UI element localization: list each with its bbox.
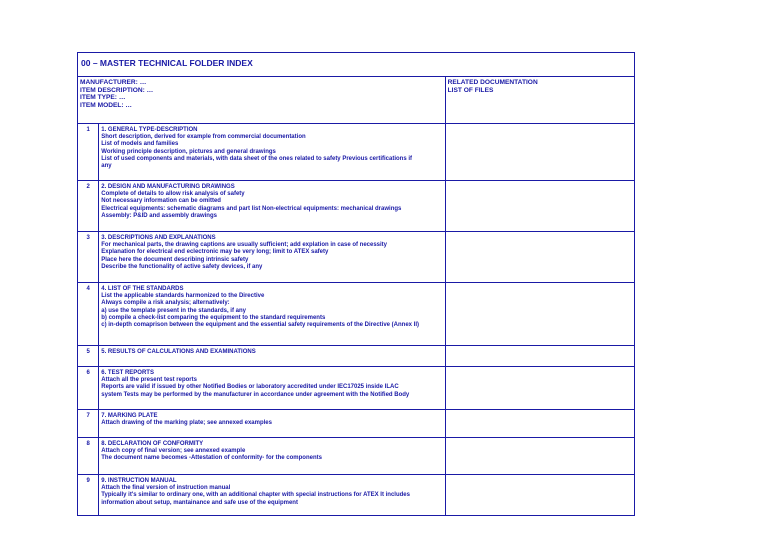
section-line: List of used components and materials, with data sheet of the ones related to safety Previous certifications if: [101, 155, 413, 162]
section-number: 9: [78, 475, 99, 516]
section-number: 8: [78, 438, 99, 475]
section-heading: 4. LIST OF THE STANDARDS: [101, 286, 184, 292]
related-files-cell[interactable]: [445, 438, 634, 475]
section-number: 3: [78, 232, 99, 283]
section-number: 7: [78, 410, 99, 438]
section-heading: 9. INSTRUCTION MANUAL: [101, 478, 177, 484]
section-line: The document name becomes -Attestation of conformity- for the components: [101, 455, 322, 462]
section-row: [78, 181, 635, 232]
section-row: [78, 346, 635, 367]
section-heading: 8. DECLARATION OF CONFORMITY: [101, 441, 204, 447]
section-row: [78, 410, 635, 438]
section-line: Working principle description, pictures and general drawings: [101, 148, 276, 155]
related-files-cell[interactable]: [445, 181, 634, 232]
section-line: b) compile a check-list comparing the equipment to the standard requirements: [101, 314, 326, 321]
section-line: c) in-depth comaprison between the equipment and the essential safety requirements of the Directive (Annex II): [101, 322, 419, 329]
related-files-cell[interactable]: [445, 232, 634, 283]
section-number: 5: [78, 346, 99, 367]
section-content: [99, 283, 445, 346]
section-row: [78, 475, 635, 516]
section-row: [78, 367, 635, 410]
section-line: system Tests may be performed by the manufacturer in accordance under agreement with the Notified Body: [101, 391, 410, 398]
section-row: [78, 124, 635, 181]
section-line: Explanation for electrical end eclectronic may be very long; limit to ATEX safety: [101, 249, 329, 256]
section-line: Describe the functionality of active safety devices, if any: [101, 263, 263, 270]
section-number: 4: [78, 283, 99, 346]
section-line: Not necessary information can be omitted: [101, 198, 221, 205]
section-line: Short description, derived for example from commercial documentation: [101, 134, 306, 141]
page-title: 00 – MASTER TECHNICAL FOLDER INDEX: [78, 53, 635, 77]
section-content: [99, 438, 445, 475]
section-line: Always compile a risk analysis; alternatively:: [101, 300, 230, 307]
section-content: [99, 410, 445, 438]
related-documentation-label: RELATED DOCUMENTATION: [447, 79, 538, 86]
section-content: [99, 367, 445, 410]
section-line: Attach the final version of instruction manual: [101, 485, 231, 492]
section-line: List the applicable standards harmonized to the Directive: [101, 293, 265, 300]
title-row: [78, 53, 635, 77]
section-line: a) use the template present in the standards, if any: [101, 307, 246, 314]
section-content: [99, 346, 445, 367]
item-model-label: ITEM MODEL: …: [80, 101, 133, 109]
section-line: Complete of details to allow risk analysis of safety: [101, 191, 245, 198]
item-info-cell: [78, 77, 446, 124]
item-description-label: ITEM DESCRIPTION: …: [80, 86, 154, 94]
related-files-cell[interactable]: [445, 410, 634, 438]
section-line: Attach all the present test reports: [101, 377, 197, 384]
related-files-cell[interactable]: [445, 475, 634, 516]
section-line: any: [101, 163, 112, 170]
section-content: [99, 232, 445, 283]
section-number: 1: [78, 124, 99, 181]
section-line: Reports are valid if issued by other Notified Bodies or laboratory accredited under IEC17025 inside ILAC: [101, 384, 399, 391]
related-files-cell[interactable]: [445, 346, 634, 367]
manufacturer-label: MANUFACTURER: …: [80, 79, 147, 86]
section-line: Attach drawing of the marking plate; see annexed examples: [101, 420, 272, 427]
item-type-label: ITEM TYPE: …: [80, 94, 126, 102]
section-heading: 1. GENERAL TYPE-DESCRIPTION: [101, 127, 198, 133]
section-line: Place here the document describing intrinsic safety: [101, 256, 249, 263]
section-heading: 3. DESCRIPTIONS AND EXPLANATIONS: [101, 235, 216, 241]
list-of-files-label: LIST OF FILES: [447, 86, 494, 94]
index-table: [77, 52, 635, 516]
related-files-cell[interactable]: [445, 367, 634, 410]
section-line: Assembly: P&ID and assembly drawings: [101, 212, 217, 219]
section-line: Typically it's similar to ordinary one, with an additional chapter with special instructions for ATEX It includes: [101, 492, 410, 499]
section-row: [78, 438, 635, 475]
section-row: [78, 283, 635, 346]
technical-folder-index: [77, 52, 635, 516]
related-files-cell[interactable]: [445, 124, 634, 181]
section-line: List of models and families: [101, 141, 179, 148]
section-content: [99, 475, 445, 516]
related-files-cell[interactable]: [445, 283, 634, 346]
section-row: [78, 232, 635, 283]
section-number: 2: [78, 181, 99, 232]
section-line: information about setup, mantainance and safe use of the equipment: [101, 499, 298, 506]
section-content: [99, 181, 445, 232]
related-docs-cell: [445, 77, 634, 124]
section-heading: 6. TEST REPORTS: [101, 370, 154, 376]
section-number: 6: [78, 367, 99, 410]
section-heading: 2. DESIGN AND MANUFACTURING DRAWINGS: [101, 184, 235, 190]
section-line: Electrical equipments: schematic diagrams and part list Non-electrical equipments: mechanical drawings: [101, 205, 402, 212]
section-heading: 7. MARKING PLATE: [101, 413, 158, 419]
section-rows: [78, 124, 635, 516]
section-content: [99, 124, 445, 181]
section-heading: 5. RESULTS OF CALCULATIONS AND EXAMINATIONS: [101, 349, 256, 355]
section-line: Attach copy of final version; see annexed example: [101, 448, 246, 455]
header-row: [78, 77, 635, 124]
section-line: For mechanical parts, the drawing captions are usually sufficient; add explation in case of necessity: [101, 242, 388, 249]
